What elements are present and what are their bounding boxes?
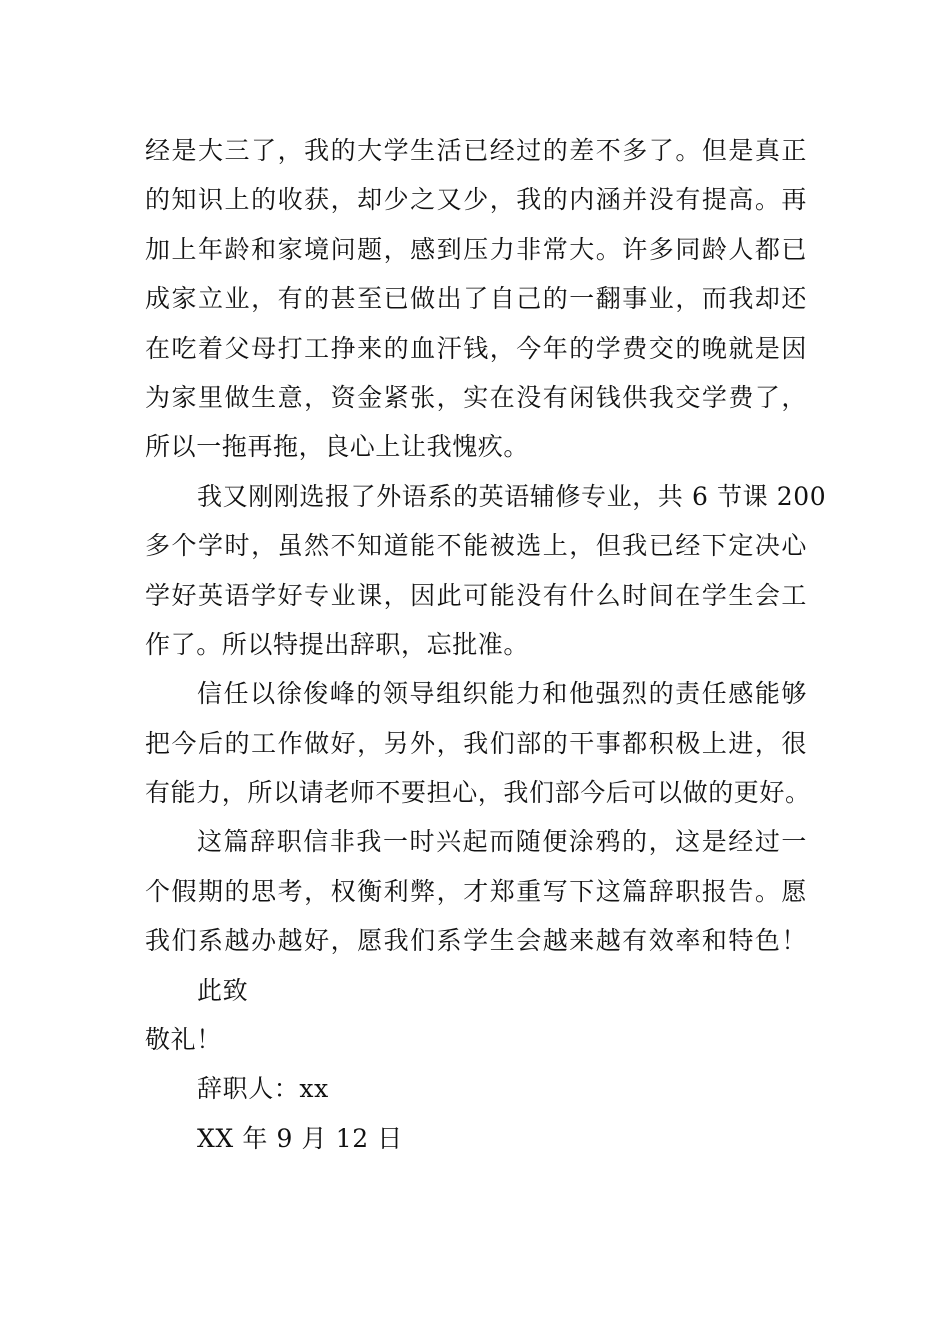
paragraph-2 [145, 472, 827, 670]
paragraph-line: 经是大三了，我的大学生活已经过的差不多了。但是真正 [145, 136, 807, 165]
date: XX 年 9 月 12 日 [197, 1123, 403, 1153]
paragraph-line: 把今后的工作做好，另外，我们部的干事都积极上进，很 [145, 728, 807, 758]
paragraph-line: 我们系越办越好，愿我们系学生会越来越有效率和特色！ [145, 926, 807, 956]
paragraph-line: 在吃着父母打工挣来的血汗钱，今年的学费交的晚就是因 [145, 333, 807, 363]
signature: 辞职人：xx [197, 1074, 329, 1104]
paragraph-line: 成家立业，有的甚至已做出了自己的一翻事业，而我却还 [145, 284, 807, 314]
paragraph-line: 学好英语学好专业课，因此可能没有什么时间在学生会工 [145, 580, 807, 610]
paragraph-line: 加上年龄和家境问题，感到压力非常大。许多同龄人都已 [145, 234, 807, 264]
salutation: 敬礼！ [145, 1025, 222, 1055]
paragraph-line: 作了。所以特提出辞职，忘批准。 [145, 629, 530, 659]
letter-body [145, 126, 827, 1163]
paragraph-line: 我又刚刚选报了外语系的英语辅修专业，共 6 节课 200 [197, 481, 827, 511]
paragraph-line: 多个学时，虽然不知道能不能被选上，但我已经下定决心 [145, 531, 807, 561]
paragraph-line: 的知识上的收获，却少之又少，我的内涵并没有提高。再 [145, 185, 807, 215]
paragraph-line: 所以一拖再拖，良心上让我愧疚。 [145, 432, 530, 462]
paragraph-4 [145, 817, 807, 965]
paragraph-line: 个假期的思考，权衡利弊，才郑重写下这篇辞职报告。愿 [145, 876, 807, 906]
paragraph-line: 信任以徐俊峰的领导组织能力和他强烈的责任感能够 [197, 679, 807, 709]
paragraph-line: 为家里做生意，资金紧张，实在没有闲钱供我交学费了， [145, 382, 807, 412]
paragraph-1 [145, 126, 807, 472]
paragraph-3 [145, 669, 811, 817]
paragraph-line: 有能力，所以请老师不要担心，我们部今后可以做的更好。 [145, 778, 811, 808]
closing-phrase: 此致 [197, 975, 249, 1005]
paragraph-line: 这篇辞职信非我一时兴起而随便涂鸦的，这是经过一 [197, 827, 807, 857]
